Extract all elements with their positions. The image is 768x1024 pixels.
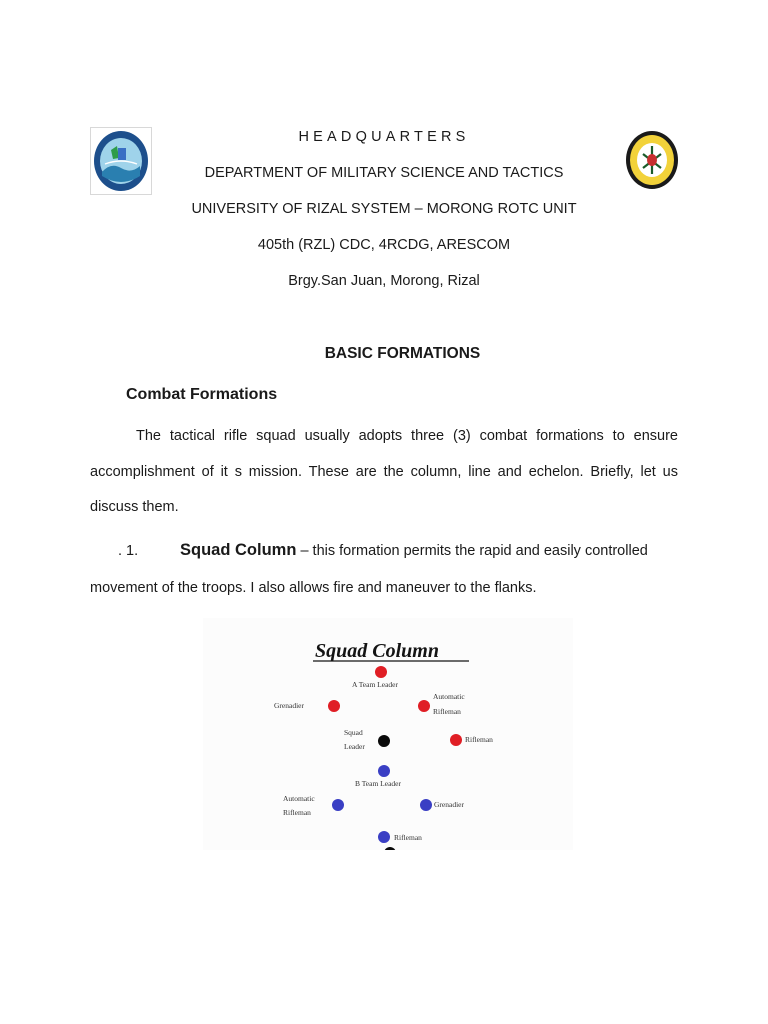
b-team-leader-label: B Team Leader (355, 779, 401, 788)
page-title: BASIC FORMATIONS (324, 345, 481, 362)
b-grenadier-label: Grenadier (434, 800, 464, 809)
section-subtitle: Combat Formations (126, 386, 278, 403)
a-rifleman-label: Rifleman (465, 735, 493, 744)
a-grenadier-marker (328, 700, 340, 712)
diagram-title: Squad Column (315, 640, 439, 662)
list-item-text: – this formation permits the rapid and easily controlled movement of the troops. I also allows fire and maneuver to the flanks. (90, 543, 648, 596)
squad-leader-label-2: Leader (344, 742, 365, 751)
list-item-name: Squad Column (180, 541, 297, 559)
b-grenadier-marker (420, 799, 432, 811)
squad-column-diagram (203, 618, 573, 850)
list-item (90, 532, 678, 607)
squad-leader-label-1: Squad (344, 728, 363, 737)
squad-leader-marker (378, 735, 390, 747)
b-rifleman-label: Rifleman (394, 833, 422, 842)
a-automatic-rifleman-marker (418, 700, 430, 712)
b-rifleman-marker (378, 831, 390, 843)
university-line: UNIVERSITY OF RIZAL SYSTEM – MORONG ROTC UNIT (191, 201, 577, 217)
a-rifleman-marker (450, 734, 462, 746)
b-team-leader-marker (378, 765, 390, 777)
list-item-number: . 1. (118, 543, 139, 559)
b-automatic-label-1: Automatic (283, 794, 315, 803)
department-line: DEPARTMENT OF MILITARY SCIENCE AND TACTICS (204, 165, 564, 181)
a-team-leader-marker (375, 666, 387, 678)
address-line: Brgy.San Juan, Morong, Rizal (288, 273, 480, 289)
unit-line: 405th (RZL) CDC, 4RCDG, ARESCOM (257, 237, 511, 253)
intro-paragraph (90, 419, 678, 526)
intro-text: The tactical rifle squad usually adopts three (3) combat formations to ensure accomplishment of it s mission. These are the column, line and echelon. Briefly, let us discuss them. (90, 428, 678, 515)
a-team-leader-label: A Team Leader (352, 680, 398, 689)
b-automatic-label-2: Rifleman (283, 808, 311, 817)
a-automatic-label-1: Automatic (433, 692, 465, 701)
b-automatic-rifleman-marker (332, 799, 344, 811)
a-automatic-label-2: Rifleman (433, 707, 461, 716)
partial-next-marker (384, 847, 396, 850)
headquarters-heading: HEADQUARTERS (298, 129, 470, 145)
a-grenadier-label: Grenadier (274, 701, 304, 710)
